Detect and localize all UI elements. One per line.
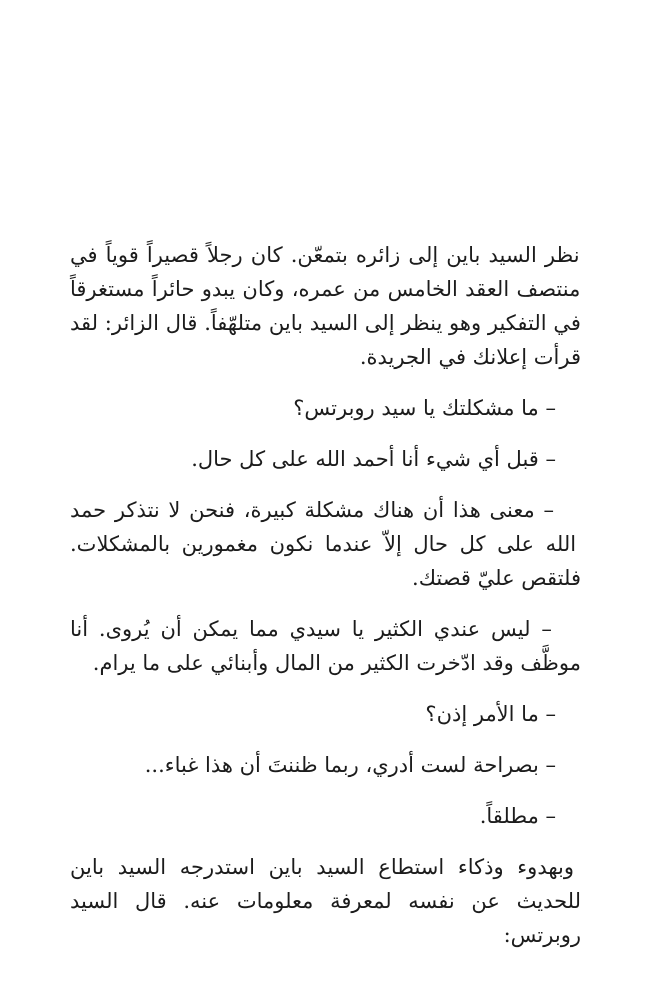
text-line: منتصف العقد الخامس من عمره، وكان يبدو حائراً مستغرقاً	[70, 277, 581, 301]
book-page	[70, 238, 581, 952]
dialogue-paragraph	[70, 799, 581, 833]
text-line: فلتقص عليّ قصتك.	[412, 566, 581, 590]
text-line: – معنى هذا أن هناك مشكلة كبيرة، فنحن لا نتذكر حمد	[70, 498, 554, 522]
narration-paragraph	[70, 238, 581, 374]
text-line: موظَّف وقد ادّخرت الكثير من المال وأبنائي على ما يرام.	[92, 651, 581, 675]
text-line: للحديث عن نفسه لمعرفة معلومات عنه. قال السيد روبرتس:	[70, 889, 581, 947]
text-line: – بصراحة لست أدري، ربما ظننتَ أن هذا غباء...	[144, 753, 556, 777]
text-line: – ما الأمر إذن؟	[425, 702, 556, 726]
text-line: – ما مشكلتك يا سيد روبرتس؟	[293, 396, 556, 420]
dialogue-paragraph	[70, 748, 581, 782]
text-line: الله على كل حال إلاّ عندما نكون مغمورين بالمشكلات.	[70, 532, 577, 556]
text-line: – ليس عندي الكثير يا سيدي مما يمكن أن يُروى. أنا	[70, 617, 552, 641]
text-line: في التفكير وهو ينظر إلى السيد باين متلهّفاً. قال الزائر: لقد	[70, 311, 581, 335]
dialogue-paragraph	[70, 442, 581, 476]
text-line: – مطلقاً.	[479, 804, 556, 828]
text-line: – قبل أي شيء أنا أحمد الله على كل حال.	[191, 447, 556, 471]
text-line: نظر السيد باين إلى زائره بتمعّن. كان رجلاً قصيراً قوياً في	[70, 243, 580, 267]
dialogue-paragraph	[70, 612, 581, 680]
text-line: وبهدوء وذكاء استطاع السيد باين استدرجه السيد باين	[70, 855, 575, 879]
dialogue-paragraph	[70, 391, 581, 425]
text-line: قرأت إعلانك في الجريدة.	[359, 345, 581, 369]
narration-paragraph	[70, 850, 581, 952]
dialogue-paragraph	[70, 697, 581, 731]
dialogue-paragraph	[70, 493, 581, 595]
